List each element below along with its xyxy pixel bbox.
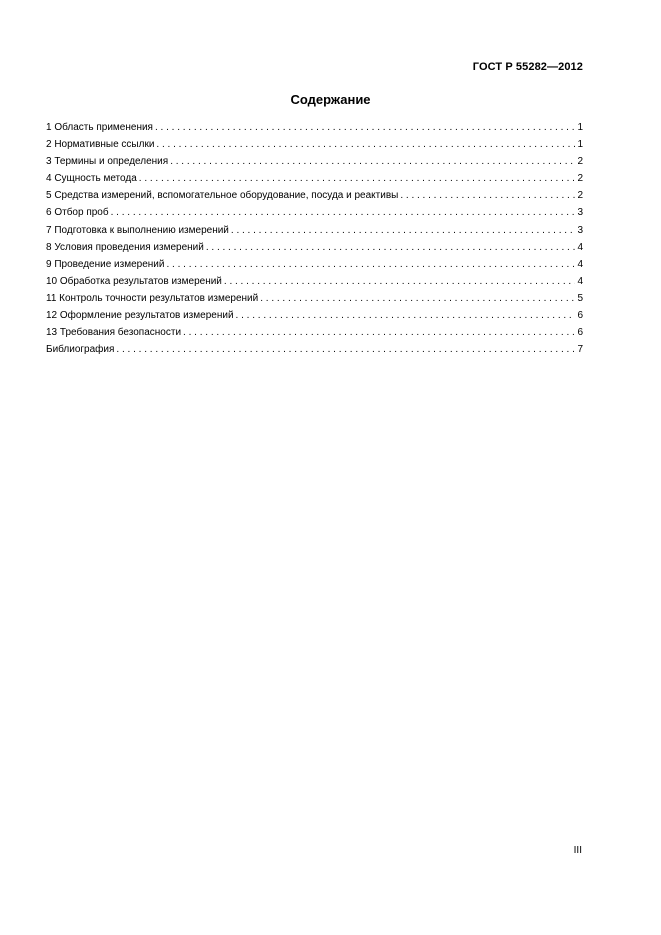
toc-item-label: 12 Оформление результатов измерений — [46, 310, 234, 322]
toc-item-label: 11 Контроль точности результатов измерений — [46, 292, 259, 304]
toc-dot-leader — [156, 136, 575, 153]
toc-item[interactable] — [46, 290, 583, 307]
toc-item-page: 2 — [577, 173, 583, 185]
toc-item[interactable] — [46, 204, 583, 221]
toc-item-page: 3 — [577, 207, 583, 219]
toc-item-label: 8 Условия проведения измерений — [46, 241, 204, 253]
toc-item[interactable] — [46, 170, 583, 187]
toc-item-page: 1 — [577, 122, 583, 133]
toc-item[interactable] — [46, 119, 583, 136]
toc-dot-leader — [166, 256, 575, 273]
toc-item[interactable] — [46, 153, 583, 170]
toc-item-page: 3 — [577, 224, 583, 236]
toc-item-label: 4 Сущность метода — [46, 173, 137, 185]
toc-dot-leader — [260, 290, 575, 307]
toc-dot-leader — [116, 341, 575, 358]
toc-item-page: 2 — [577, 190, 583, 202]
toc-item-page: 4 — [577, 241, 583, 253]
table-of-contents — [46, 119, 583, 358]
toc-item-label: 10 Обработка результатов измерений — [46, 275, 222, 287]
toc-dot-leader — [400, 187, 575, 204]
toc-item-page: 4 — [577, 258, 583, 270]
document-header — [473, 61, 583, 73]
toc-dot-leader — [111, 204, 575, 221]
toc-item-page: 1 — [577, 139, 583, 151]
toc-item[interactable] — [46, 256, 583, 273]
toc-item-label: 7 Подготовка к выполнению измерений — [46, 224, 229, 236]
toc-item-label: 5 Средства измерений, вспомогательное оборудование, посуда и реактивы — [46, 190, 399, 202]
toc-item-page: 6 — [577, 310, 583, 322]
toc-item-label: 1 Область применения — [46, 122, 153, 133]
toc-item[interactable] — [46, 273, 583, 290]
toc-item-page: 6 — [577, 327, 583, 339]
toc-item-label: Библиография — [46, 344, 115, 356]
toc-item-page: 5 — [577, 292, 583, 304]
page-number: III — [573, 845, 582, 856]
toc-item-page: 2 — [577, 156, 583, 168]
toc-dot-leader — [155, 119, 575, 136]
standard-designation: ГОСТ Р 55282—2012 — [472, 61, 583, 73]
toc-title: Содержание — [290, 92, 371, 107]
toc-item-label: 13 Требования безопасности — [46, 327, 182, 339]
toc-item-page: 7 — [577, 344, 583, 356]
toc-dot-leader — [139, 170, 575, 187]
toc-item[interactable] — [46, 324, 583, 341]
toc-item[interactable] — [46, 239, 583, 256]
toc-item-label: 9 Проведение измерений — [46, 258, 165, 270]
toc-item[interactable] — [46, 222, 583, 239]
toc-dot-leader — [224, 273, 575, 290]
toc-dot-leader — [206, 239, 575, 256]
toc-item[interactable] — [46, 187, 583, 204]
toc-item-label: 6 Отбор проб — [46, 207, 109, 219]
toc-item-label: 3 Термины и определения — [46, 156, 169, 168]
toc-dot-leader — [170, 153, 575, 170]
toc-item[interactable] — [46, 136, 583, 153]
toc-item[interactable] — [46, 341, 583, 358]
toc-item[interactable] — [46, 307, 583, 324]
toc-dot-leader — [231, 222, 575, 239]
toc-dot-leader — [236, 307, 575, 324]
toc-item-label: 2 Нормативные ссылки — [46, 139, 155, 151]
toc-dot-leader — [183, 324, 575, 341]
toc-item-page: 4 — [577, 275, 583, 287]
